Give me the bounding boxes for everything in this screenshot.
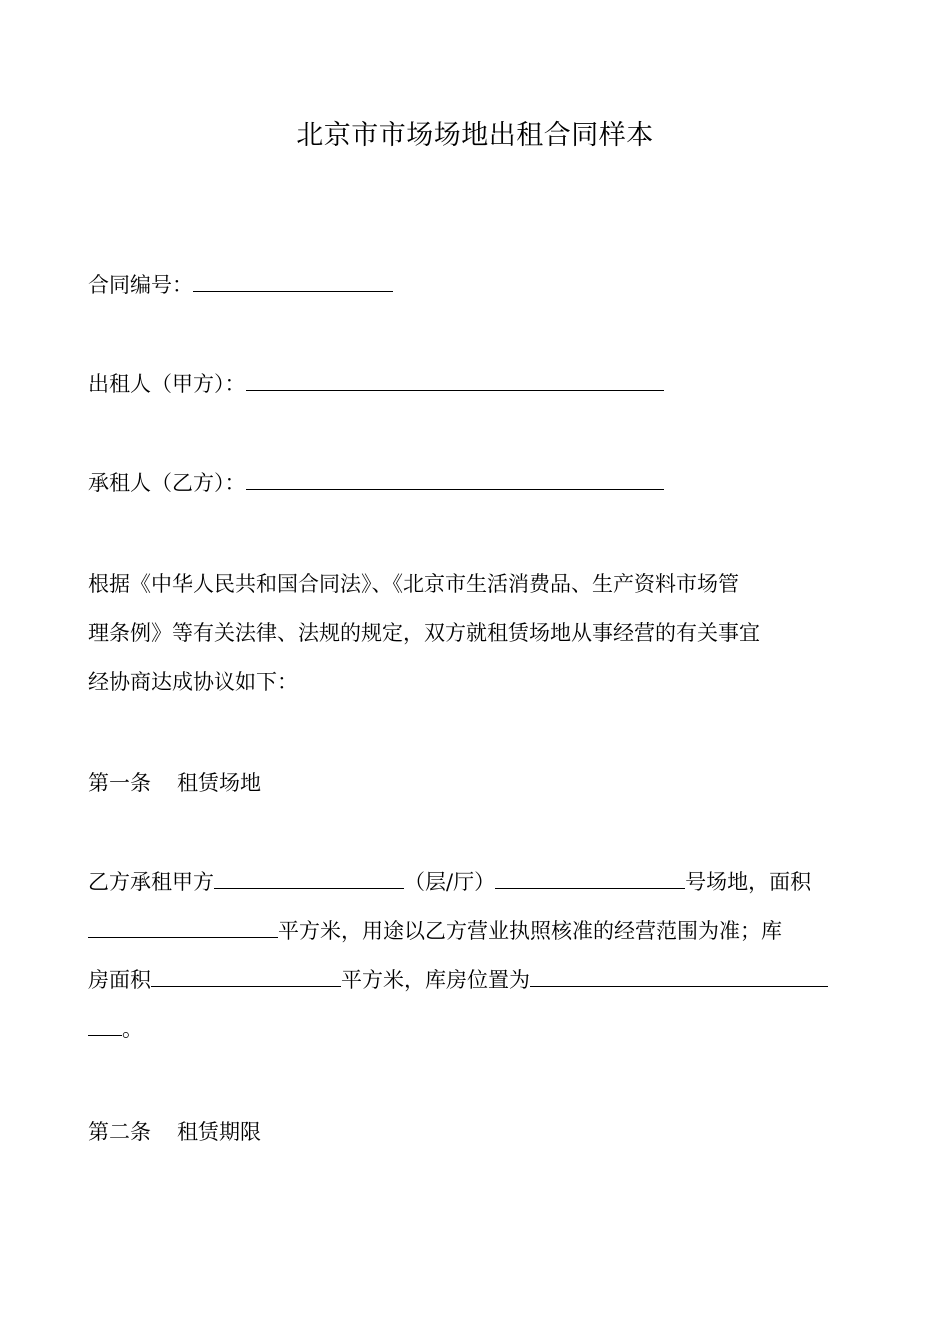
lessor-field: [88, 369, 664, 399]
preamble-line: 根据《中华人民共和国合同法》、《北京市生活消费品、生产资料市场管: [88, 572, 739, 596]
article-number: 第二条: [88, 1120, 151, 1144]
article-1-line: 房面积 平方米，库房位置为: [88, 956, 862, 1005]
document-title: 北京市市场场地出租合同样本: [296, 120, 654, 151]
lessor-label: 出租人（甲方）：: [88, 372, 246, 396]
article-1-body: [88, 858, 862, 1054]
article-number: 第一条: [88, 771, 151, 795]
lessor-blank[interactable]: [246, 370, 664, 391]
warehouse-location-blank-cont[interactable]: [88, 1015, 122, 1036]
article-1-line: 平方米，用途以乙方营业执照核准的经营范围为准；库: [88, 907, 862, 956]
warehouse-location-blank[interactable]: [530, 966, 828, 987]
floor-hall-blank[interactable]: [214, 868, 404, 889]
article-2-heading: [88, 1117, 261, 1147]
site-number-blank[interactable]: [495, 868, 685, 889]
article-1-line: 乙方承租甲方 （层/厅） 号场地，面积: [88, 870, 812, 894]
preamble-line: 理条例》等有关法律、法规的规定，双方就租赁场地从事经营的有关事宜: [88, 621, 760, 645]
warehouse-area-blank[interactable]: [151, 966, 341, 987]
article-title: 租赁场地: [177, 771, 261, 795]
article-1-line: 。: [88, 1005, 862, 1054]
contract-number-blank[interactable]: [193, 271, 393, 292]
preamble-paragraph: [88, 560, 862, 707]
lessee-field: [88, 468, 664, 498]
lessee-label: 承租人（乙方）：: [88, 471, 246, 495]
contract-number-field: [88, 270, 393, 300]
lessee-blank[interactable]: [246, 469, 664, 490]
preamble-line: 经协商达成协议如下：: [88, 670, 298, 694]
article-1-heading: [88, 768, 261, 798]
area-blank[interactable]: [88, 917, 278, 938]
contract-number-label: 合同编号：: [88, 273, 193, 297]
article-title: 租赁期限: [177, 1120, 261, 1144]
